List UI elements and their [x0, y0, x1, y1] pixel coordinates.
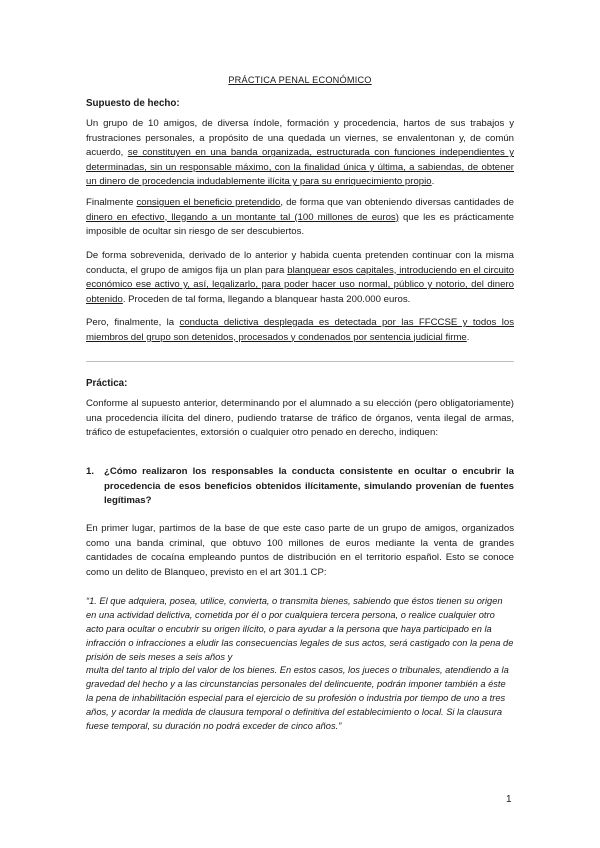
facts-heading: Supuesto de hecho: — [86, 98, 180, 109]
legal-quote-part-2: multa del tanto al triplo del valor de los bienes. En estos casos, los jueces o tribunales, atendiendo a la gravedad del hecho y a las circunstancias personales del delincuente, podrán imponer también a éste la pena de inhabilitación especial para el ejercicio de su profesión o industria por tiempo de uno a tres años, y acordar la medida de clausura temporal o definitiva del establecimiento o local. Si la clausura fuese temporal, su duración no podrá exceder de cinco años.” — [86, 665, 509, 731]
question-1-number: 1. — [86, 466, 95, 477]
facts-p4-underlined: conducta delictiva desplegada es detectada por las FFCCSE y todos los miembros del grupo son detenidos, procesados y condenados por sentencia judicial firme — [86, 317, 514, 343]
facts-p3-end: . Proceden de tal forma, llegando a blanquear hasta 200.000 euros. — [122, 293, 411, 305]
answer-paragraph: En primer lugar, partimos de la base de que este caso parte de un grupo de amigos, organizados como una banda criminal, que obtuvo 100 millones de euros mediante la venta de grandes cantidades de cocaína empleando puntos de distribución en el territorio español. Esto se conoce como un delito de Blanqueo, previsto en el art 301.1 CP: — [86, 523, 514, 578]
question-1 — [86, 465, 514, 509]
section-divider — [86, 361, 514, 362]
facts-p2-underlined-1: consiguen el beneficio pretendido — [136, 197, 281, 208]
facts-p1-underlined: se constituyen en una banda organizada, estructurada con funciones independientes y determinadas, sin un responsable máximo, con la finalidad única y última, a sabiendas, de obtener un dinero de procedencia indudablemente ilícita y para su enriquecimiento propio — [86, 147, 514, 188]
facts-paragraph-3 — [86, 249, 514, 307]
facts-p2-text-2: , de forma que van obteniendo diversas cantidades de — [280, 197, 515, 208]
page-number: 1 — [506, 794, 512, 805]
facts-p1-text: Un grupo de 10 amigos, de diversa índole, formación y procedencia, hartos de sus trabajos y frustraciones personales, a propósito de una quedada un viernes, se envalentonan y, de común acuerdo, — [86, 118, 514, 159]
facts-p2-end: que les es prácticamente imposible de ocultar sin riesgo de ser descubiertos. — [86, 211, 515, 238]
facts-p4-end: . — [466, 331, 470, 343]
practice-heading: Práctica: — [86, 378, 128, 389]
legal-quote-part-1: “1. El que adquiera, posea, utilice, convierta, o transmita bienes, sabiendo que éstos tienen su origen en una actividad delictiva, cometida por él o por cualquiera tercera persona, o realice cualquier otro acto para ocultar o encubrir su origen ilícito, o para ayudar a la persona que haya participado en la infracción o infracciones a eludir las consecuencias legales de sus actos, será castigado con la pena de prisión de seis meses a seis años y — [86, 596, 514, 662]
document-title: PRÁCTICA PENAL ECONÓMICO — [228, 75, 372, 85]
facts-p1-end: . — [431, 176, 435, 188]
facts-p2-text: Finalmente — [86, 197, 137, 208]
facts-p3-underlined: blanquear esos capitales, introduciendo en el circuito económico ese activo y, así, legalizarlo, para poder hacer uso normal, público y notorio, del dinero obtenido — [86, 264, 515, 305]
facts-p3-text: De forma sobrevenida, derivado de lo anterior y habida cuenta pretenden continuar con la misma conducta, el grupo de amigos fija un plan para — [86, 250, 514, 276]
facts-p4-text: Pero, finalmente, la — [86, 317, 180, 328]
facts-paragraph-1 — [86, 117, 514, 190]
facts-paragraph-4 — [86, 316, 514, 345]
question-1-text: ¿Cómo realizaron los responsables la conducta consistente en ocultar o encubrir la procedencia de esos beneficios obtenidos ilícitamente, simulando provenían de fuentes legítimas? — [104, 466, 514, 507]
practice-intro: Conforme al supuesto anterior, determinando por el alumnado a su elección (pero obligatoriamente) una procedencia ilícita del dinero, pudiendo tratarse de tráfico de órganos, venta ilegal de armas, tráfico de estupefacientes, extorsión o cualquier otro penado en derecho, indiquen: — [86, 398, 514, 439]
facts-p2-underlined-2: dinero en efectivo, llegando a un montante tal (100 millones de euros) — [86, 211, 399, 223]
facts-paragraph-2 — [86, 196, 514, 240]
